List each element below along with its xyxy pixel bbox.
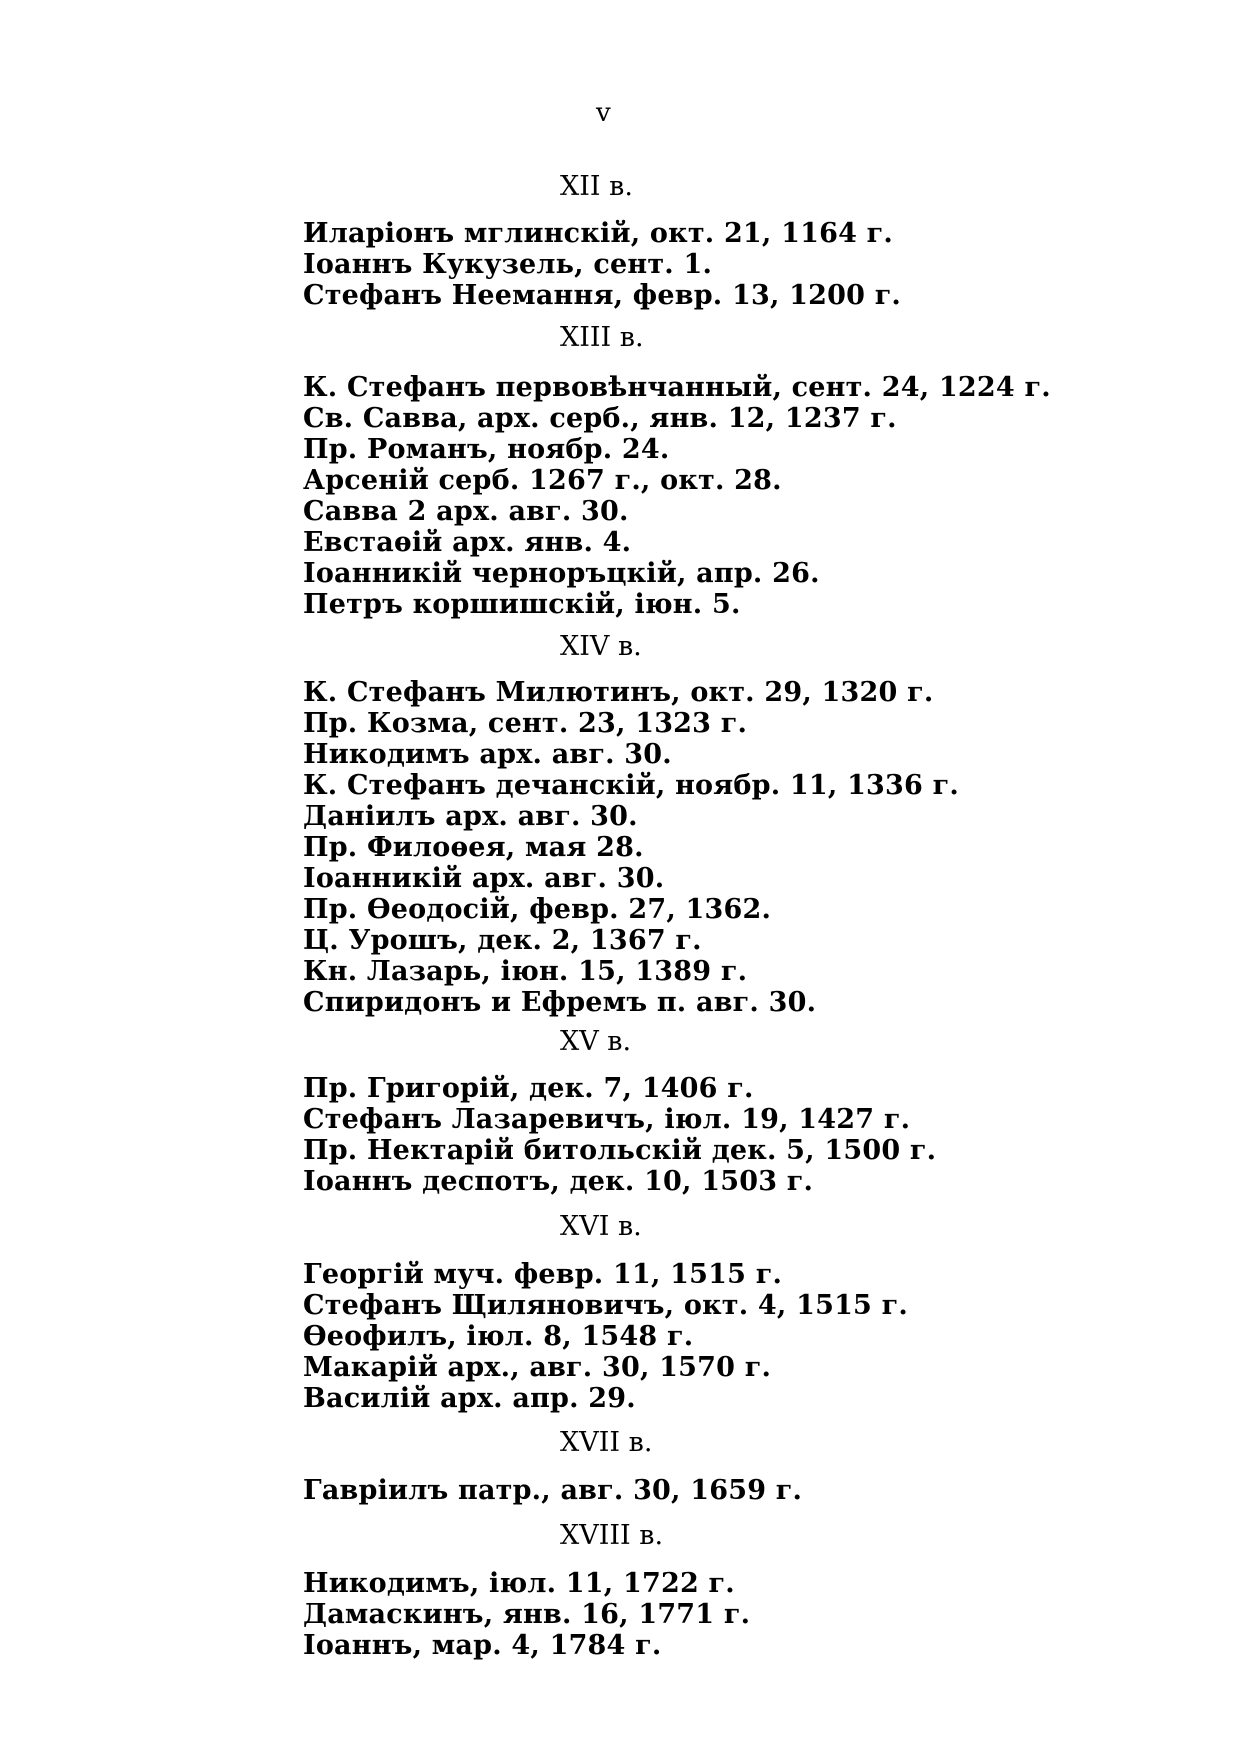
list-item: Спиридонъ и Ефремъ п. авг. 30. bbox=[303, 987, 817, 1018]
list-item: Ѳеофилъ, іюл. 8, 1548 г. bbox=[303, 1321, 694, 1352]
list-item: Іоаннъ деспотъ, дек. 10, 1503 г. bbox=[303, 1166, 814, 1197]
section-xii-century bbox=[303, 172, 1003, 311]
section-xvii-century bbox=[303, 1428, 1003, 1506]
section-heading: XVIII в. bbox=[560, 1520, 664, 1551]
list-item: Савва 2 арх. авг. 30. bbox=[303, 496, 629, 527]
list-item: Пр. Ѳеодосій, февр. 27, 1362. bbox=[303, 894, 772, 925]
section-xv-century bbox=[303, 1027, 1003, 1197]
list-item: Дамаскинъ, янв. 16, 1771 г. bbox=[303, 1599, 751, 1630]
list-item: Іоаннъ, мар. 4, 1784 г. bbox=[303, 1630, 662, 1661]
section-heading: XIV в. bbox=[560, 631, 642, 662]
list-item: Василій арх. апр. 29. bbox=[303, 1383, 636, 1414]
entry-list bbox=[303, 218, 1003, 311]
section-xvi-century bbox=[303, 1212, 1003, 1414]
list-item: Никодимъ арх. авг. 30. bbox=[303, 739, 672, 770]
list-item: Кн. Лазарь, іюн. 15, 1389 г. bbox=[303, 956, 748, 987]
page-number: v bbox=[596, 98, 611, 128]
list-item: Петръ коршишскій, іюн. 5. bbox=[303, 589, 741, 620]
list-item: Пр. Нектарій битольскій дек. 5, 1500 г. bbox=[303, 1135, 937, 1166]
list-item: Пр. Григорій, дек. 7, 1406 г. bbox=[303, 1073, 754, 1104]
list-item: Стефанъ Лазаревичъ, іюл. 19, 1427 г. bbox=[303, 1104, 911, 1135]
entry-list bbox=[303, 1259, 1003, 1414]
entry-list bbox=[303, 1568, 1003, 1661]
list-item: Евстаѳій арх. янв. 4. bbox=[303, 527, 632, 558]
list-item: Пр. Козма, сент. 23, 1323 г. bbox=[303, 708, 748, 739]
list-item: Никодимъ, іюл. 11, 1722 г. bbox=[303, 1568, 735, 1599]
list-item: Георгій муч. февр. 11, 1515 г. bbox=[303, 1259, 783, 1290]
list-item: Стефанъ Щиляновичъ, окт. 4, 1515 г. bbox=[303, 1290, 908, 1321]
section-heading: XIII в. bbox=[560, 322, 644, 353]
century-index bbox=[303, 171, 1051, 1661]
entry-list bbox=[303, 677, 1003, 1018]
list-item: Пр. Филоѳея, мая 28. bbox=[303, 832, 644, 863]
section-heading: XII в. bbox=[560, 171, 633, 202]
list-item: Макарій арх., авг. 30, 1570 г. bbox=[303, 1352, 772, 1383]
list-item: Даніилъ арх. авг. 30. bbox=[303, 801, 638, 832]
list-item: К. Стефанъ Милютинъ, окт. 29, 1320 г. bbox=[303, 677, 934, 708]
section-heading: XVI в. bbox=[560, 1211, 642, 1242]
list-item: Арсеній серб. 1267 г., окт. 28. bbox=[303, 465, 782, 496]
list-item: Іоанникій черноръцкій, апр. 26. bbox=[303, 558, 820, 589]
list-item: Іоанникій арх. авг. 30. bbox=[303, 863, 665, 894]
list-item: К. Стефанъ дечанскій, ноябр. 11, 1336 г. bbox=[303, 770, 959, 801]
section-xiv-century bbox=[303, 632, 1003, 1018]
section-heading: XVII в. bbox=[560, 1427, 653, 1458]
entry-list bbox=[303, 1475, 1003, 1506]
list-item: К. Стефанъ первовѣнчанный, сент. 24, 1224 г. bbox=[303, 372, 1051, 403]
list-item: Пр. Романъ, ноябр. 24. bbox=[303, 434, 670, 465]
entry-list bbox=[303, 1073, 1003, 1197]
list-item: Стефанъ Неемання, февр. 13, 1200 г. bbox=[303, 280, 902, 311]
section-heading: XV в. bbox=[560, 1026, 632, 1057]
section-xviii-century bbox=[303, 1521, 1003, 1661]
entry-list bbox=[303, 372, 1051, 620]
list-item: Іоаннъ Кукузель, сент. 1. bbox=[303, 249, 713, 280]
list-item: Гавріилъ патр., авг. 30, 1659 г. bbox=[303, 1475, 803, 1506]
list-item: Св. Савва, арх. серб., янв. 12, 1237 г. bbox=[303, 403, 897, 434]
list-item: Иларіонъ мглинскій, окт. 21, 1164 г. bbox=[303, 218, 894, 249]
section-xiii-century bbox=[303, 322, 1051, 620]
list-item: Ц. Урошъ, дек. 2, 1367 г. bbox=[303, 925, 702, 956]
